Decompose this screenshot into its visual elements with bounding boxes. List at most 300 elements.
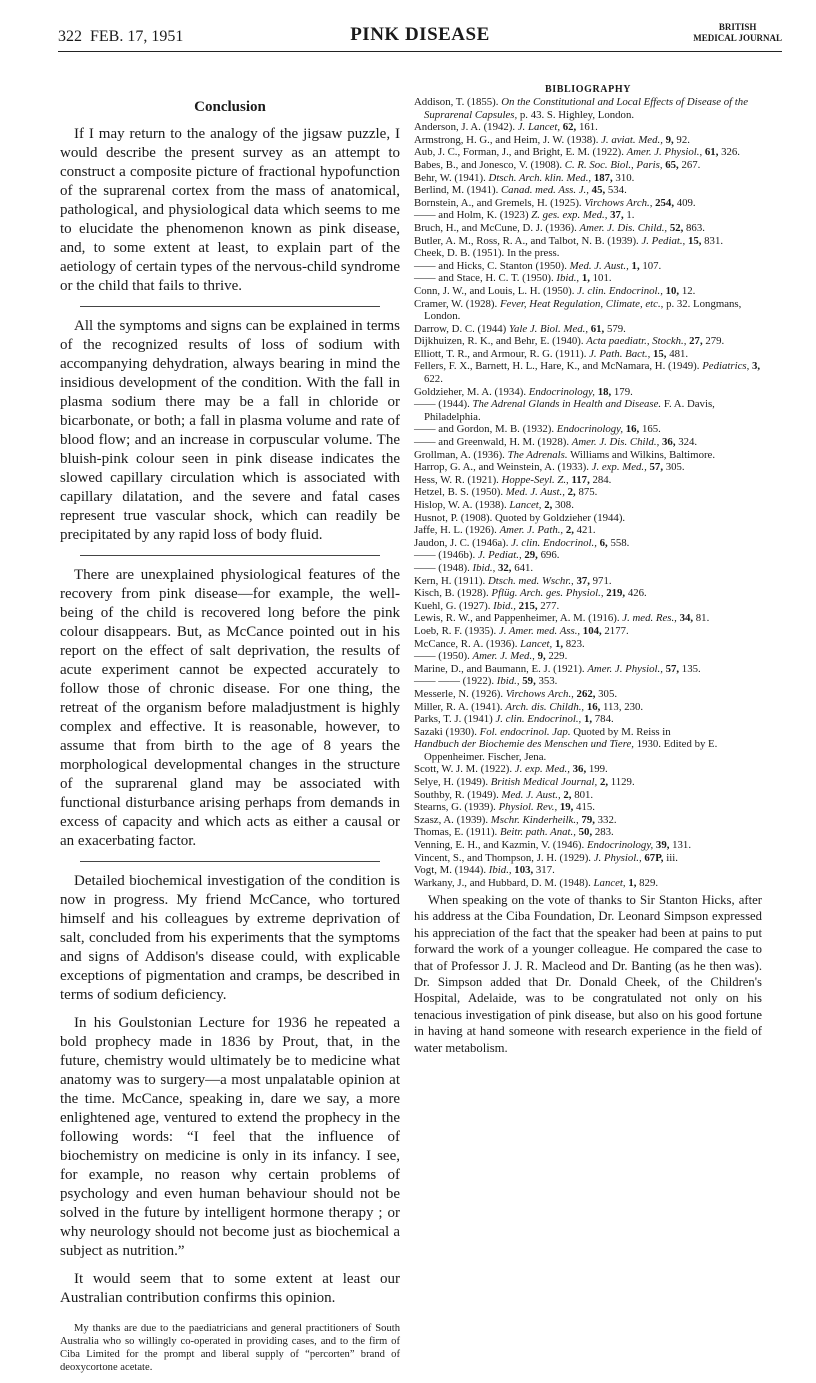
entry-volume: 1,: [631, 259, 640, 272]
entry-journal: British Medical Journal,: [490, 776, 598, 789]
entry-journal: Ibid.,: [493, 599, 516, 612]
bibliography-entry: [414, 713, 762, 726]
bibliography-entry: [414, 524, 762, 537]
entry-authors: —— and Gordon, M. B. (1932).: [414, 423, 555, 436]
entry-authors: Goldzieher, M. A. (1934).: [414, 385, 527, 398]
bibliography-entry: [414, 159, 762, 172]
entry-authors: Vincent, S., and Thompson, J. H. (1929).: [414, 851, 591, 864]
entry-journal: Virchows Arch.,: [584, 196, 653, 209]
divider: [80, 861, 380, 862]
entry-volume: 18,: [597, 385, 612, 398]
entry-journal: J. exp. Med.,: [514, 763, 570, 776]
entry-authors: Anderson, J. A. (1942).: [414, 121, 516, 134]
entry-authors: Grollman, A. (1936).: [414, 448, 505, 461]
bibliography-entry: [414, 298, 762, 323]
entry-journal: J. aviat. Med.,: [601, 133, 663, 146]
entry-journal: Acta paediatr., Stockh.,: [586, 335, 687, 348]
bibliography-entry: [414, 499, 762, 512]
entry-rest: 324.: [678, 436, 698, 449]
bibliography-entry: [414, 877, 762, 890]
entry-volume: 19,: [559, 801, 574, 814]
bibliography-entry: [414, 600, 762, 613]
entry-authors: Loeb, R. F. (1935).: [414, 624, 497, 637]
entry-rest: 279.: [705, 335, 725, 348]
entry-volume: 79,: [581, 813, 595, 826]
entry-journal: Z. ges. exp. Med.,: [531, 209, 608, 222]
entry-authors: Harrop, G. A., and Weinstein, A. (1933).: [414, 461, 589, 474]
entry-volume: 3,: [751, 360, 761, 373]
running-title: PINK DISEASE: [350, 24, 490, 45]
bibliography-entry: [414, 562, 762, 575]
entry-rest: iii.: [666, 851, 678, 864]
entry-journal: Lancet,: [520, 637, 553, 650]
entry-journal: Fever, Heat Regulation, Climate, etc.,: [499, 297, 664, 310]
entry-rest: 305.: [665, 461, 685, 474]
entry-volume: 2,: [544, 499, 553, 511]
entry-authors: Behr, W. (1941).: [414, 171, 486, 184]
entry-authors: Hetzel, B. S. (1950).: [414, 486, 504, 499]
entry-authors: —— (1948).: [414, 561, 470, 574]
bibliography-heading: BIBLIOGRAPHY: [544, 84, 632, 95]
entry-rest: 308.: [555, 499, 574, 511]
entry-journal: Ibid.,: [472, 561, 496, 574]
entry-journal: Amer. J. Med.,: [472, 650, 535, 663]
bibliography-entry: [414, 461, 762, 474]
entry-rest: 1129.: [610, 776, 635, 789]
entry-rest: 161.: [578, 121, 598, 134]
entry-volume: 10,: [665, 284, 680, 297]
entry-rest: 831.: [704, 234, 724, 247]
entry-volume: 15,: [653, 347, 667, 360]
entry-rest: 113, 230.: [603, 700, 644, 713]
bibliography-entry: [414, 612, 762, 625]
entry-volume: 1,: [628, 876, 637, 889]
entry-journal: C. R. Soc. Biol., Paris,: [564, 158, 663, 171]
entry-volume: 117,: [571, 473, 590, 486]
entry-volume: 45,: [591, 184, 606, 197]
bibliography-entry: [414, 197, 762, 210]
bibliography-entry: [414, 575, 762, 588]
entry-rest: p. 43. S. Highley, London.: [519, 108, 635, 121]
entry-volume: 37,: [610, 209, 624, 222]
entry-rest: 801.: [574, 788, 594, 801]
page-header: [58, 20, 782, 52]
entry-volume: 215,: [518, 599, 538, 612]
bibliography-entry: [414, 235, 762, 248]
bibliography-entry: [414, 864, 762, 877]
entry-journal: Lancet,: [509, 499, 542, 511]
entry-journal: J. clin. Endocrinol.,: [495, 713, 582, 726]
bibliography-entry: [414, 423, 762, 436]
entry-volume: 6,: [599, 536, 608, 549]
bibliography-entry: [414, 348, 762, 361]
entry-journal: Pediatrics,: [702, 360, 750, 373]
entry-rest: 326.: [721, 146, 741, 159]
entry-authors: Stearns, G. (1939).: [414, 801, 496, 814]
entry-volume: 2,: [599, 776, 609, 789]
bibliography-entry: [414, 663, 762, 676]
entry-volume: 1,: [583, 713, 593, 726]
entry-authors: —— and Greenwald, H. M. (1928).: [414, 436, 570, 449]
entry-authors: Hislop, W. A. (1938).: [414, 499, 507, 511]
entry-journal: Physiol. Rev.,: [498, 801, 558, 814]
entry-rest: 415.: [576, 801, 595, 814]
bibliography-entry: [414, 121, 762, 134]
entry-journal: Amer. J. Physiol.,: [626, 146, 703, 159]
entry-rest: 971.: [592, 574, 612, 587]
entry-volume: 36,: [572, 763, 587, 776]
entry-rest: 426.: [627, 587, 647, 600]
paragraph: In his Goulstonian Lecture for 1936 he repeated a bold prophecy made in 1836 by Prout, that, in the future, chemistry would ultimately be to medicine what anatomy was to surgery—a most unpalatable opinion at the time. McCance, speaking in, dare we say, a more enlightened age, ventured to extend the prophecy in the following words: “I feel that the influence of biochemistry on medicine is only in its infancy. I see, for example, no reason why certain problems of psychology and even human behaviour should not be solved in the future by intelligent hormone therapy ; or why neurology should not become just as biochemical a subject as nutrition.”: [60, 1015, 400, 1259]
bibliography-entry: [414, 272, 762, 285]
bibliography-entry: [414, 172, 762, 185]
entry-authors: Elliott, T. R., and Armour, R. G. (1911).: [414, 347, 587, 360]
bibliography-entry: [414, 134, 762, 147]
entry-rest: 421.: [576, 524, 596, 537]
entry-journal: Pflüg. Arch. ges. Physiol.,: [491, 587, 604, 600]
entry-journal: Endocrinology,: [586, 839, 654, 852]
entry-authors: Warkany, J., and Hubbard, D. M. (1948).: [414, 876, 591, 889]
entry-authors: Marine, D., and Baumann, E. J. (1921).: [414, 662, 585, 675]
bibliography-entry: [414, 801, 762, 814]
entry-rest: 107.: [642, 259, 662, 272]
entry-authors: Thomas, E. (1911).: [414, 826, 498, 839]
entry-volume: 16,: [586, 700, 601, 713]
entry-authors: Southby, R. (1949).: [414, 788, 499, 801]
bibliography-entry: [414, 650, 762, 663]
entry-rest: 622.: [424, 373, 443, 386]
paragraph: It would seem that to some extent at least our Australian contribution confirms this opinion.: [60, 1271, 400, 1306]
entry-journal: J. Physiol.,: [593, 851, 642, 864]
entry-journal: Dtsch. Arch. klin. Med.,: [488, 171, 592, 184]
entry-authors: Conn, J. W., and Louis, L. H. (1950).: [414, 284, 575, 297]
entry-rest: 199.: [588, 763, 608, 776]
entry-authors: Kuehl, G. (1927).: [414, 599, 491, 612]
paragraph: Detailed biochemical investigation of the condition is now in progress. My friend McCance, who tortured himself and his colleagues by extreme deprivation of salt, concluded from his experiments that the symptoms and signs of Addison's disease could, with explicable exceptions of pigmentation and cramps, be described in terms of sodium deficiency.: [60, 873, 400, 1003]
entry-volume: 32,: [497, 561, 512, 574]
bibliography-entry: [414, 323, 762, 336]
entry-authors: Butler, A. M., Ross, R. A., and Talbot, N. B. (1939).: [414, 234, 639, 247]
entry-authors: Dijkhuizen, R. K., and Behr, E. (1940).: [414, 335, 584, 348]
bibliography-entry: [414, 549, 762, 562]
entry-rest: 1.: [626, 209, 635, 222]
entry-authors: Kisch, B. (1928).: [414, 587, 489, 600]
entry-authors: Sazaki (1930).: [414, 725, 477, 738]
entry-journal: Amer. J. Path.,: [499, 524, 564, 537]
entry-volume: 34,: [679, 612, 694, 625]
bibliography-entry: [414, 625, 762, 638]
entry-authors: Bornstein, A., and Gremels, H. (1925).: [414, 196, 582, 209]
bibliography-entry: [414, 738, 762, 763]
entry-journal: Ibid.,: [488, 864, 512, 877]
entry-journal: Arch. dis. Childh.,: [505, 700, 585, 713]
entry-volume: 262,: [576, 687, 596, 700]
entry-authors: —— (1950).: [414, 650, 470, 663]
entry-rest: 81.: [695, 612, 710, 625]
entry-rest: 353.: [538, 675, 558, 688]
entry-volume: 61,: [590, 322, 605, 335]
entry-volume: 9,: [537, 650, 546, 663]
bibliography-entry: [414, 789, 762, 802]
entry-volume: 67P,: [644, 851, 664, 864]
entry-journal: Canad. med. Ass. J.,: [500, 184, 589, 197]
entry-volume: 1,: [554, 637, 564, 650]
entry-journal: J. Lancet,: [517, 121, 561, 134]
entry-authors: Szasz, A. (1939).: [414, 813, 489, 826]
entry-volume: 37,: [576, 574, 590, 587]
entry-authors: Hess, W. R. (1921).: [414, 473, 499, 486]
entry-rest: 696.: [540, 549, 560, 562]
bibliography-entry: [414, 814, 762, 827]
entry-rest: Williams and Wilkins, Baltimore.: [570, 448, 716, 461]
bibliography-entry: [414, 688, 762, 701]
entry-volume: 2,: [563, 788, 572, 801]
entry-rest: 1930. Edited by E. Oppenheimer. Fischer, Jena.: [424, 738, 718, 763]
bibliography-entry: [414, 260, 762, 273]
entry-rest: 12.: [681, 284, 696, 297]
entry-authors: Jaffe, H. L. (1926).: [414, 524, 497, 537]
entry-journal: Amer. J. Dis. Child.,: [571, 436, 660, 449]
entry-volume: 1,: [581, 272, 590, 285]
bibliography-entry: [414, 398, 762, 423]
bibliography-section: [414, 84, 762, 889]
entry-journal: J. med. Res.,: [622, 612, 677, 625]
entry-volume: 50,: [578, 826, 593, 839]
entry-authors: Selye, H. (1949).: [414, 776, 489, 789]
bibliography-entry: [414, 638, 762, 651]
entry-authors: McCance, R. A. (1936).: [414, 637, 518, 650]
entry-rest: 277.: [540, 599, 560, 612]
bibliography-entry: [414, 826, 762, 839]
entry-journal: Handbuch der Biochemie des Menschen und Tiere,: [414, 738, 634, 751]
page-number-date: 322 FEB. 17, 1951: [58, 28, 184, 45]
header-rule: [58, 51, 782, 52]
bibliography-entry: [414, 285, 762, 298]
entry-rest: 579.: [606, 322, 626, 335]
entry-rest: Quoted by M. Reiss in: [573, 725, 671, 738]
bibliography-entry: [414, 675, 762, 688]
entry-authors: —— and Holm, K. (1923): [414, 209, 529, 222]
entry-volume: 15,: [687, 234, 702, 247]
entry-volume: 27,: [689, 335, 703, 348]
entry-volume: 52,: [669, 221, 684, 234]
acknowledgment: My thanks are due to the paediatricians and general practitioners of South Australia who so willingly co-operated in providing cases, and to the firm of Ciba Limited for the prompt and liberal supply of “percorten” brand of deoxycortone acetate.: [60, 1323, 400, 1373]
entry-rest: In the press.: [506, 247, 560, 260]
entry-authors: Babes, B., and Jonesco, V. (1908).: [414, 158, 563, 171]
entry-authors: Parks, T. J. (1941): [414, 713, 493, 726]
entry-rest: 283.: [594, 826, 614, 839]
section-heading: Conclusion: [194, 99, 266, 115]
entry-volume: 254,: [655, 196, 675, 209]
entry-rest: 829.: [639, 876, 659, 889]
entry-journal: Med. J. Aust.,: [505, 486, 565, 499]
entry-journal: Amer. J. Dis. Child.,: [579, 221, 668, 234]
entry-journal: Lancet,: [593, 876, 626, 889]
entry-authors: —— (1944).: [414, 398, 470, 411]
entry-rest: 131.: [672, 839, 692, 852]
entry-journal: Fol. endocrinol. Jap.: [479, 725, 571, 738]
bibliography-entry: [414, 247, 762, 260]
entry-authors: Lewis, R. W., and Pappenheimer, A. M. (1916).: [414, 612, 620, 625]
entry-authors: Venning, E. H., and Kazmin, V. (1946).: [414, 839, 585, 852]
entry-journal: J. Path. Bact.,: [589, 347, 651, 360]
entry-authors: Vogt, M. (1944).: [414, 864, 487, 877]
entry-journal: Beitr. path. Anat.,: [499, 826, 576, 839]
entry-rest: 305.: [598, 687, 618, 700]
entry-rest: F. A. Davis, Philadelphia.: [424, 398, 715, 423]
bibliography-list: [414, 96, 762, 889]
entry-rest: 92.: [676, 133, 690, 146]
entry-authors: Bruch, H., and McCune, D. J. (1936).: [414, 221, 577, 234]
entry-rest: 641.: [514, 561, 534, 574]
entry-volume: 2,: [567, 486, 576, 499]
entry-volume: 65,: [665, 158, 679, 171]
entry-journal: The Adrenal Glands in Health and Disease.: [472, 398, 662, 411]
entry-volume: 57,: [649, 461, 664, 474]
entry-rest: Quoted by Goldzieher (1944).: [495, 511, 626, 524]
entry-authors: Aub, J. C., Forman, J., and Bright, E. M. (1922).: [414, 146, 624, 159]
paragraph: There are unexplained physiological features of the recovery from pink disease—for example, the well-being of the child is recovered long before the pink colour disappears. But, as McCance pointed out in his report on the effect of salt deprivation, the results of acute experiment cannot be expected accurately to follow those of chronic disease. For one thing, the retreat of the organism before maladjustment is highly complex and effective. It is reasonable, however, to assume that from birth to the age of 8 years the morphological developmental changes in the structure of the suprarenal gland may be associated with functional disturbance arising perhaps from demands in excess of capacity and which acts as either a causal or an exacerbating factor.: [60, 567, 400, 849]
entry-rest: 101.: [592, 272, 612, 285]
entry-authors: Armstrong, H. G., and Heim, J. W. (1938).: [414, 133, 599, 146]
entry-rest: 409.: [676, 196, 696, 209]
entry-journal: J. clin. Endocrinol.,: [577, 284, 663, 297]
bibliography-entry: [414, 587, 762, 600]
entry-journal: Mschr. Kinderheilk.,: [490, 813, 579, 826]
conclusion-section: [60, 98, 400, 1383]
entry-volume: 36,: [662, 436, 676, 449]
entry-journal: Virchows Arch.,: [505, 687, 574, 700]
entry-rest: 2177.: [604, 624, 629, 637]
bibliography-entry: [414, 96, 762, 121]
entry-journal: J. clin. Endocrinol.,: [511, 536, 597, 549]
entry-authors: —— (1946b).: [414, 549, 476, 562]
entry-authors: Addison, T. (1855).: [414, 96, 499, 108]
entry-rest: 317.: [535, 864, 555, 877]
entry-rest: 229.: [548, 650, 568, 663]
entry-volume: 62,: [562, 121, 577, 134]
entry-rest: 332.: [597, 813, 617, 826]
bibliography-entry: [414, 701, 762, 714]
entry-journal: Endocrinology,: [528, 385, 595, 398]
bibliography-entry: [414, 474, 762, 487]
entry-volume: 103,: [514, 864, 534, 877]
entry-rest: 875.: [578, 486, 598, 499]
entry-journal: Endocrinology,: [556, 423, 624, 436]
divider: [80, 306, 380, 307]
entry-journal: Ibid.,: [556, 272, 580, 285]
bibliography-entry: [414, 537, 762, 550]
bibliography-entry: [414, 184, 762, 197]
journal-name: BRITISH MEDICAL JOURNAL: [693, 22, 782, 43]
entry-volume: 9,: [665, 133, 674, 146]
entry-authors: —— and Hicks, C. Stanton (1950).: [414, 259, 567, 272]
bibliography-entry: [414, 512, 762, 525]
entry-volume: 2,: [565, 524, 574, 537]
entry-journal: J. Pediat.,: [477, 549, 522, 562]
entry-journal: J. Amer. med. Ass.,: [498, 624, 581, 637]
entry-volume: 61,: [704, 146, 719, 159]
entry-volume: 219,: [606, 587, 626, 600]
entry-journal: Dtsch. med. Wschr.,: [487, 574, 574, 587]
paragraph: If I may return to the analogy of the jigsaw puzzle, I would describe the present survey as an attempt to construct a composite picture of fractional hypofunction of the suprarenal cortex from the mass of anatomical, pathological, and physiological data which seems to me to elucidate the phenomenon known as pink disease, and, to some extent at least, to explain part of the aetiology of certain types of the nervous-child syndrome or the child that fails to thrive.: [60, 126, 400, 294]
entry-journal: Ibid.,: [496, 675, 520, 688]
entry-rest: 135.: [681, 662, 701, 675]
entry-volume: 104,: [582, 624, 602, 637]
entry-journal: J. Pediat.,: [641, 234, 686, 247]
entry-authors: Fellers, F. X., Barnett, H. L., Hare, K., and McNamara, H. (1949).: [414, 360, 700, 373]
entry-authors: Scott, W. J. M. (1922).: [414, 763, 513, 776]
entry-volume: 39,: [655, 839, 670, 852]
entry-authors: Miller, R. A. (1941).: [414, 700, 503, 713]
entry-rest: 165.: [641, 423, 661, 436]
entry-journal: Amer. J. Physiol.,: [587, 662, 663, 675]
bibliography-entry: [414, 386, 762, 399]
entry-authors: Husnot, P. (1908).: [414, 511, 493, 524]
bibliography-entry: [414, 146, 762, 159]
bibliography-entry: [414, 839, 762, 852]
entry-rest: 863.: [686, 221, 705, 234]
entry-rest: 310.: [615, 171, 635, 184]
closing-note: When speaking on the vote of thanks to Sir Stanton Hicks, after his address at the Ciba Foundation, Dr. Leonard Simpson expressed his appreciation of the fact that the speaker had been at pains to put forward the work of a younger colleague. He compared the case to that of Professor J. J. R. Macleod and Dr. Banting (as he then was). Dr. Simpson added that Dr. Donald Cheek, of the Children's Hospital, Adelaide, was to be congratulated not only on his tenacious investigation of pink disease, but also on his good fortune in having at hand someone with research experience in the field of water metabolism.: [414, 893, 762, 1055]
entry-journal: Hoppe-Seyl. Z.,: [501, 473, 569, 486]
entry-journal: The Adrenals.: [507, 448, 568, 461]
entry-authors: Kern, H. (1911).: [414, 574, 486, 587]
bibliography-entry: [414, 486, 762, 499]
entry-authors: Cramer, W. (1928).: [414, 297, 498, 310]
bibliography-entry: [414, 209, 762, 222]
entry-volume: 16,: [625, 423, 640, 436]
entry-authors: —— —— (1922).: [414, 675, 495, 688]
entry-rest: 534.: [607, 184, 627, 197]
entry-journal: J. exp. Med.,: [591, 461, 647, 474]
entry-volume: 29,: [524, 549, 538, 562]
entry-authors: Messerle, N. (1926).: [414, 687, 504, 700]
entry-journal: Yale J. Biol. Med.,: [508, 322, 589, 335]
entry-journal: Med. J. Aust.,: [501, 788, 561, 801]
entry-authors: Cheek, D. B. (1951).: [414, 247, 505, 260]
entry-rest: 784.: [594, 713, 614, 726]
bibliography-entry: [414, 449, 762, 462]
bibliography-entry: [414, 335, 762, 348]
entry-rest: 823.: [565, 637, 585, 650]
entry-rest: p. 32. Longmans, London.: [424, 297, 742, 323]
entry-rest: 267.: [681, 158, 701, 171]
entry-authors: —— and Stace, H. C. T. (1950).: [414, 272, 554, 285]
entry-rest: 179.: [613, 385, 633, 398]
bibliography-entry: [414, 852, 762, 865]
paragraph: All the symptoms and signs can be explained in terms of the recognized results of loss of sodium with accompanying dehydration, always bearing in mind the insidious development of the condition. With the fall in plasma sodium there may be a fall in chloride or bicarbonate, or both; a fall in plasma volume and rate of blood flow; and an increase in corpuscular volume. The bluish-pink colour seen in pink disease indicates the slowed capillary circulation which is associated with capillary dilatation, and the severe and fatal cases represent true vascular shock, which can readily be precipitated by any rapid loss of body fluid.: [60, 318, 400, 543]
entry-rest: 284.: [592, 473, 612, 486]
entry-rest: 558.: [610, 536, 630, 549]
entry-journal: Med. J. Aust.,: [569, 259, 629, 272]
entry-volume: 59,: [522, 675, 536, 688]
entry-authors: Berlind, M. (1941).: [414, 184, 499, 197]
bibliography-entry: [414, 763, 762, 776]
entry-authors: Darrow, D. C. (1944): [414, 322, 507, 335]
divider: [80, 555, 380, 556]
bibliography-entry: [414, 726, 762, 739]
entry-volume: 57,: [665, 662, 680, 675]
entry-authors: Jaudon, J. C. (1946a).: [414, 536, 509, 549]
bibliography-entry: [414, 436, 762, 449]
bibliography-entry: [414, 360, 762, 385]
entry-volume: 187,: [593, 171, 613, 184]
entry-rest: 481.: [669, 347, 689, 360]
entry-journal: On the Constitutional and Local Effects of Disease of the Suprarenal Capsules,: [424, 96, 748, 121]
bibliography-entry: [414, 776, 762, 789]
bibliography-entry: [414, 222, 762, 235]
